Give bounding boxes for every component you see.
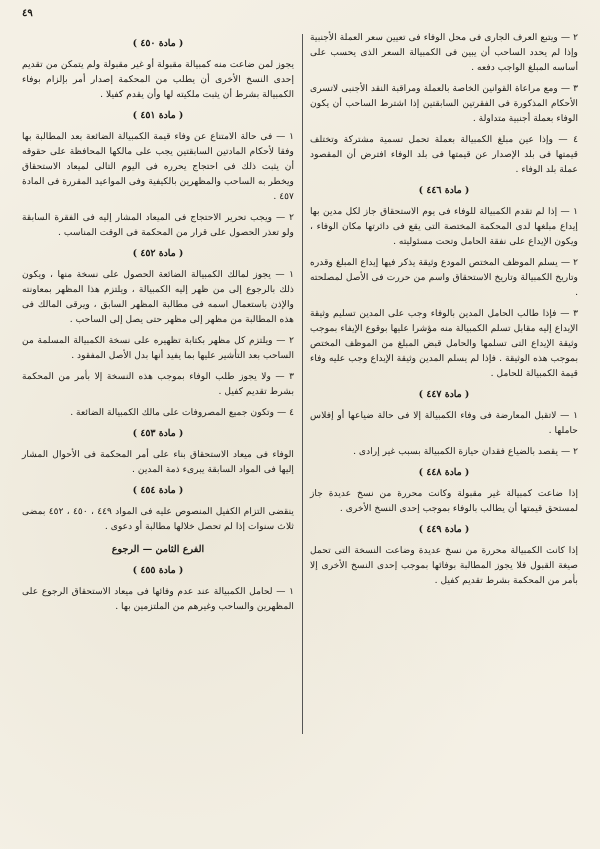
article-paragraph: ٤ — وتكون جميع المصروفات على مالك الكمبيالة الضائعة . bbox=[70, 407, 294, 418]
article-paragraph: إذا ضاعت كمبيالة غير مقبولة وكانت محررة من نسخ عديدة جاز لمستحق قيمتها أن يطالب بالوفاء بموجب إحدى النسخ الأخرى . bbox=[310, 488, 578, 514]
page-number: ٤٩ bbox=[22, 8, 33, 19]
article-paragraph: يجوز لمن ضاعت منه كمبيالة مقبولة أو غير مقبولة ولم يتمكن من تقديم إحدى النسخ الأخرى أن يطلب من المحكمة إصدار أمر بإلزام بوفاء الكمبيالة بشرط أن يثبت ملكيته لها وأن يقدم كفيلا . bbox=[22, 59, 294, 100]
article-paragraph: ١ — لحامل الكمبيالة عند عدم وفائها فى ميعاد الاستحقاق الرجوع على المظهرين والساحب وغيرهم من الملتزمين بها . bbox=[22, 586, 294, 612]
article-paragraph: ٢ — يقصد بالضياع فقدان حيازة الكمبيالة بسبب غير إرادى . bbox=[353, 446, 578, 457]
article-heading: ( مادة ٤٥١ ) bbox=[132, 110, 184, 121]
article-heading: ( مادة ٤٥٤ ) bbox=[132, 485, 184, 496]
article-heading: ( مادة ٤٥٣ ) bbox=[132, 428, 184, 439]
article-paragraph: ٣ — ومع مراعاة القوانين الخاصة بالعملة ومراقبة النقد الأجنبى لاتسرى الأحكام المذكورة فى الفقرتين السابقتين إذا اشترط الساحب أن يكون الوفاء بعملة أجنبية متداولة . bbox=[310, 83, 578, 124]
left-column bbox=[22, 30, 294, 620]
article-paragraph: ٤ — وإذا عين مبلغ الكمبيالة بعملة تحمل تسمية مشتركة وتختلف قيمتها فى بلد الإصدار عن قيمتها فى بلد الوفاء افترض أن المقصود عملة بلد الوفاء . bbox=[310, 134, 578, 175]
article-paragraph: ٢ — ويلتزم كل مظهر بكتابة تظهيره على نسخة الكمبيالة المسلمة من الساحب بعد التأشير عليها بما يفيد أنها بدل الأصل المفقود . bbox=[22, 335, 294, 361]
article-heading: ( مادة ٤٤٧ ) bbox=[418, 389, 470, 400]
article-paragraph: ٣ — ولا يجوز طلب الوفاء بموجب هذه النسخة إلا بأمر من المحكمة بشرط تقديم كفيل . bbox=[22, 371, 294, 397]
article-paragraph: ٢ — يسلم الموظف المختص المودع وثيقة يذكر فيها إيداع المبلغ وقدره وتاريخ الكمبيالة وتاريخ الاستحقاق واسم من حررت فى الأصل لمصلحته . bbox=[310, 257, 578, 298]
article-heading: ( مادة ٤٤٩ ) bbox=[418, 524, 470, 535]
article-paragraph: ١ — يجوز لمالك الكمبيالة الضائعة الحصول على نسخة منها ، ويكون ذلك بالرجوع إلى من ظهر إليه الكمبيالة ، ويلتزم هذا المظهر بمعاونته والإذن باستعمال اسمه فى مطالبة المظهر السابق ، ويرقى المالك فى هذه المطالبة من مظهر إلى مظهر حتى يصل إلى الساحب . bbox=[22, 269, 294, 325]
article-heading: ( مادة ٤٥٠ ) bbox=[132, 38, 184, 49]
article-heading: ( مادة ٤٤٨ ) bbox=[418, 467, 470, 478]
article-paragraph: ٢ — ويجب تحرير الاحتجاج فى الميعاد المشار إليه فى الفقرة السابقة ولو تعذر الحصول على قرار من المحكمة فى الوقت المناسب . bbox=[22, 212, 294, 238]
section-title: الفرع الثامن — الرجوع bbox=[111, 544, 205, 555]
article-paragraph: ٣ — فإذا طالب الحامل المدين بالوفاء وجب على المدين تسليم وثيقة الإيداع إليه مقابل تسلم الكمبيالة منه مؤشرا عليها بوقوع الإيفاء بموجب وثيقة الإيداع التى تسلمها والحامل قبض المبلغ من الموظف المختص بموجب هذه الوثيقة . فإذا لم يسلم المدين وثيقة الإيداع وجب عليه وفاء قيمة الكمبيالة للحامل . bbox=[310, 308, 578, 379]
column-divider bbox=[302, 34, 303, 734]
article-heading: ( مادة ٤٤٦ ) bbox=[418, 185, 470, 196]
right-column bbox=[310, 30, 578, 594]
article-paragraph: إذا كانت الكمبيالة محررة من نسخ عديدة وضاعت النسخة التى تحمل صيغة القبول فلا يجوز المطالبة بوفائها بموجب إحدى النسخ الأخرى إلا بأمر من المحكمة بشرط تقديم كفيل . bbox=[310, 545, 578, 586]
article-heading: ( مادة ٤٥٥ ) bbox=[132, 565, 184, 576]
article-heading: ( مادة ٤٥٢ ) bbox=[132, 248, 184, 259]
article-paragraph: ينقضى التزام الكفيل المنصوص عليه فى المواد ٤٤٩ ، ٤٥٠ ، ٤٥٢ بمضى ثلاث سنوات إذا لم تحصل خلالها مطالبة أو دعوى . bbox=[22, 506, 294, 532]
article-paragraph: ١ — لاتقبل المعارضة فى وفاء الكمبيالة إلا فى حالة ضياعها أو إفلاس حاملها . bbox=[310, 410, 578, 436]
article-paragraph: ١ — فى حالة الامتناع عن وفاء قيمة الكمبيالة الضائعة بعد المطالبة بها وفقا لأحكام المادتين السابقتين يجب على مالكها المحافظة على حقوقه أن يثبت ذلك فى احتجاج يحرره فى اليوم التالى لميعاد الاستحقاق ويخطر به الساحب والمظهرين بالكيفية وفى المواعيد المقررة فى المادة ٤٥٧ . bbox=[22, 131, 294, 202]
article-paragraph: ١ — إذا لم تقدم الكمبيالة للوفاء فى يوم الاستحقاق جاز لكل مدين بها إيداع مبلغها لدى المحكمة المختصة التى يقع فى دائرتها مكان الوفاء ، ويكون الإيداع على نفقة الحامل وتحت مسئوليته . bbox=[310, 206, 578, 247]
article-paragraph: الوفاء فى ميعاد الاستحقاق بناء على أمر المحكمة فى الأحوال المشار إليها فى المواد السابقة يبرىء ذمة المدين . bbox=[22, 449, 294, 475]
article-paragraph: ٢ — ويتبع العرف الجارى فى محل الوفاء فى تعيين سعر العملة الأجنبية وإذا لم يحدد الساحب أن يبين فى الكمبيالة السعر الذى يحسب على أساسه المبلغ الواجب دفعه . bbox=[310, 32, 578, 73]
